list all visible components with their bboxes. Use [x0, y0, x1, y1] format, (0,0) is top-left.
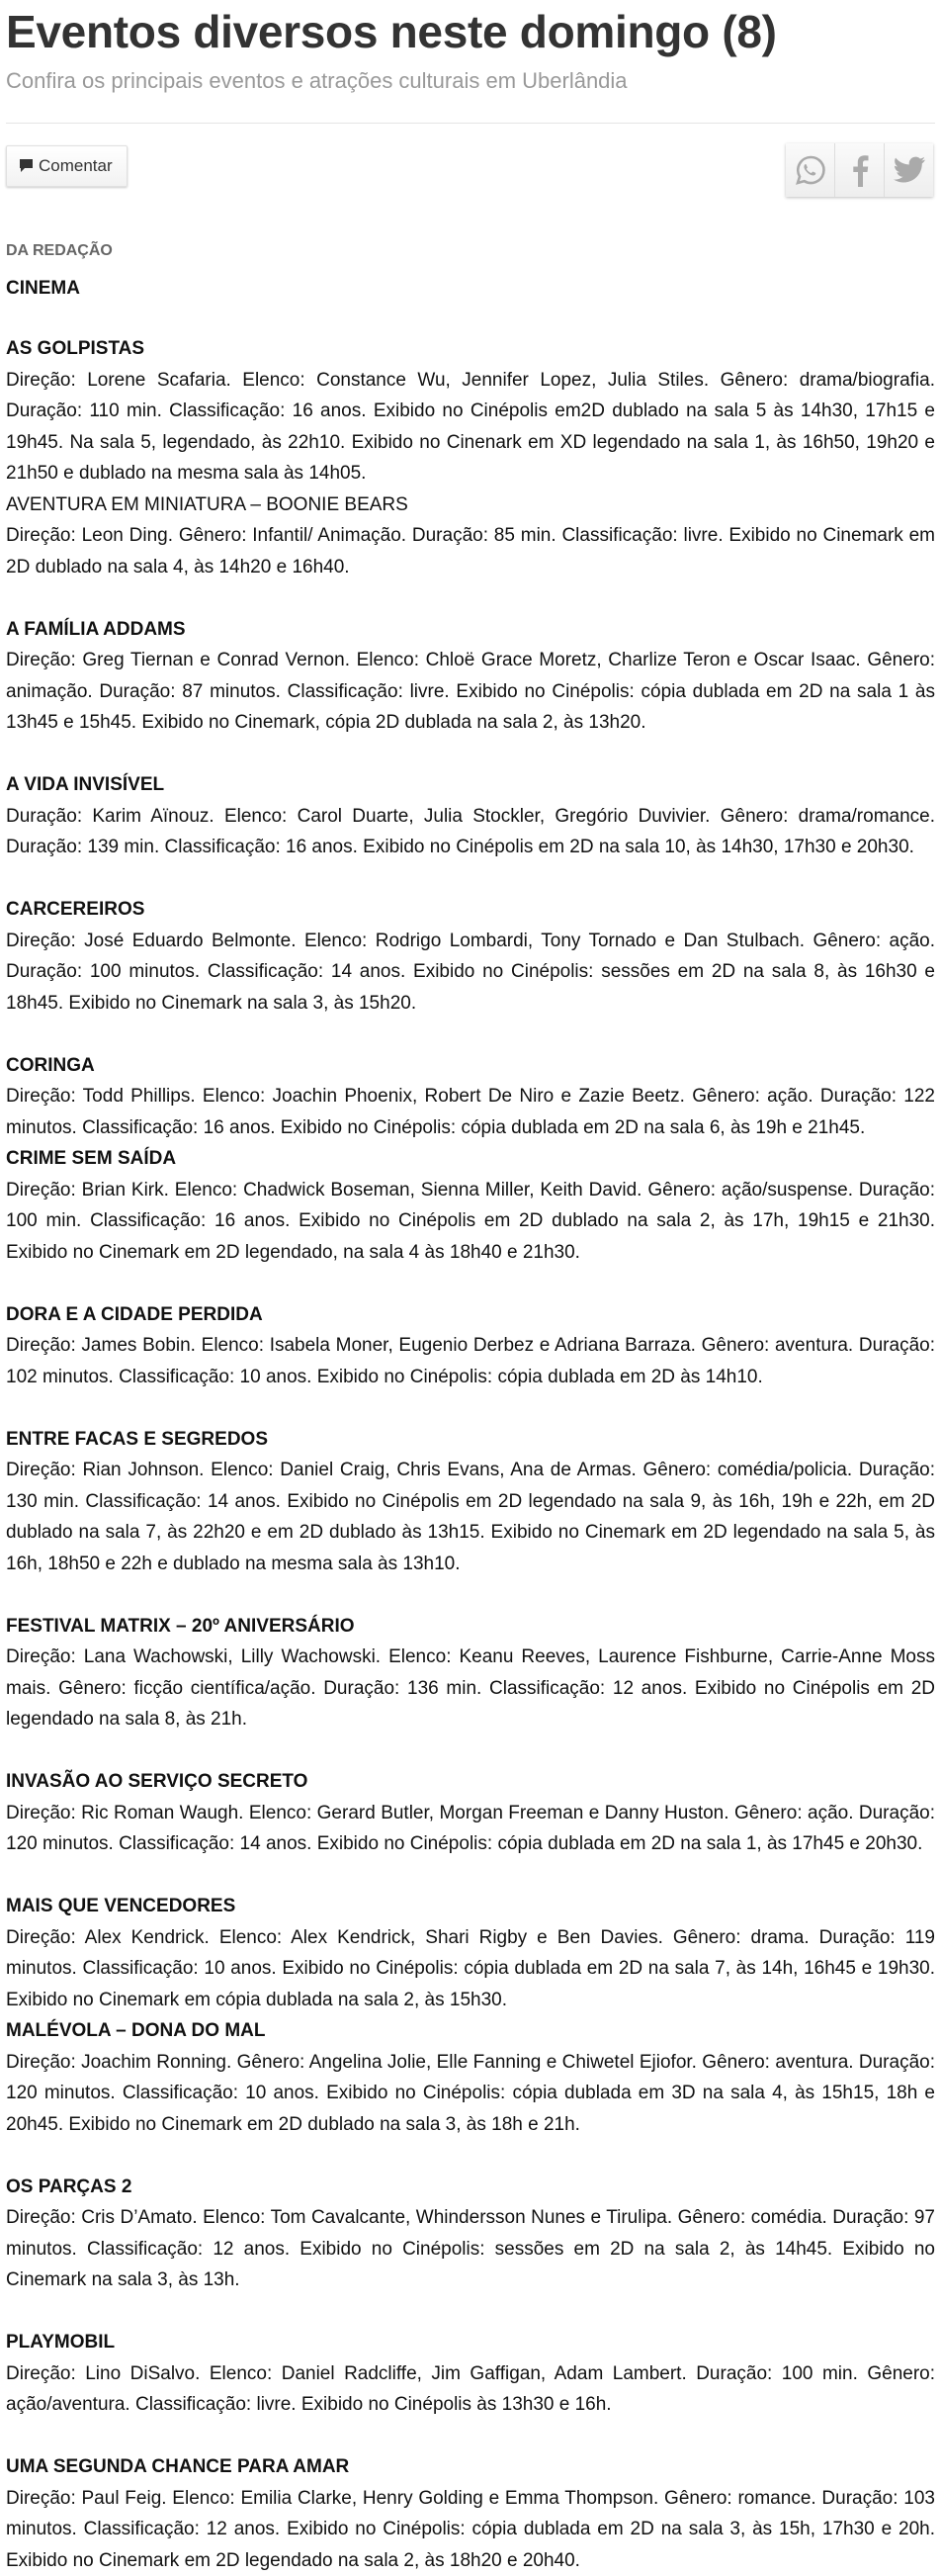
event-entry	[6, 2327, 935, 2421]
event-details: Direção: Lino DiSalvo. Elenco: Daniel Radcliffe, Jim Gaffigan, Adam Lambert. Duração: 100 min. Gênero: ação/aventura. Classificação: livre. Exibido no Cinépolis às 13h30 e 16h.	[6, 2358, 935, 2421]
event-entry	[6, 489, 935, 583]
page-subtitle: Confira os principais eventos e atrações culturais em Uberlândia	[6, 67, 935, 95]
byline: DA REDAÇÃO	[6, 240, 935, 262]
event-details: Direção: Ric Roman Waugh. Elenco: Gerard Butler, Morgan Freeman e Danny Huston. Gênero: ação. Duração: 120 minutos. Classificação: 14 anos. Exibido no Cinépolis: cópia dublada em 2D na sala 1, às 17h45 e 20h30.	[6, 1798, 935, 1860]
event-entry	[6, 2172, 935, 2296]
share-buttons	[786, 143, 933, 197]
event-title: UMA SEGUNDA CHANCE PARA AMAR	[6, 2451, 935, 2483]
page-title: Eventos diversos neste domingo (8)	[6, 0, 935, 59]
event-title: A FAMÍLIA ADDAMS	[6, 614, 935, 646]
event-details: Direção: Lana Wachowski, Lilly Wachowski. Elenco: Keanu Reeves, Laurence Fishburne, Carrie-Anne Moss mais. Gênero: ficção científica/ação. Duração: 136 min. Classificação: 12 anos. Exibido no Cinépolis em 2D legendado na sala 8, às 21h.	[6, 1642, 935, 1735]
event-title: OS PARÇAS 2	[6, 2172, 935, 2203]
event-entry	[6, 1766, 935, 1860]
comment-button-label: Comentar	[39, 156, 113, 176]
event-title: CARCEREIROS	[6, 894, 935, 926]
speech-bubble-icon	[19, 159, 34, 173]
event-details: Direção: Cris D’Amato. Elenco: Tom Cavalcante, Whindersson Nunes e Tirulipa. Gênero: comédia. Duração: 97 minutos. Classificação: 12 anos. Exibido no Cinépolis: sessões em 2D na sala 2, às 14h45. Exibido no Cinemark na sala 3, às 13h.	[6, 2202, 935, 2296]
event-entry	[6, 1050, 935, 1144]
event-entry	[6, 894, 935, 1019]
event-title: A VIDA INVISÍVEL	[6, 769, 935, 801]
section-heading: CINEMA	[6, 276, 935, 302]
event-list	[6, 333, 935, 2576]
event-entry	[6, 614, 935, 739]
share-whatsapp-button[interactable]	[786, 143, 835, 197]
event-details: Direção: Alex Kendrick. Elenco: Alex Kendrick, Shari Rigby e Ben Davies. Gênero: drama. Duração: 119 minutos. Classificação: 10 anos. Exibido no Cinépolis: cópia dublada em 2D na sala 7, às 14h, 16h45 e 19h30. Exibido no Cinemark em cópia dublada na sala 2, às 15h30.	[6, 1922, 935, 2016]
event-entry	[6, 333, 935, 489]
share-twitter-button[interactable]	[885, 143, 933, 197]
event-entry	[6, 1299, 935, 1393]
event-title: DORA E A CIDADE PERDIDA	[6, 1299, 935, 1331]
event-details: Direção: Joachim Ronning. Gênero: Angelina Jolie, Elle Fanning e Chiwetel Ejiofor. Gênero: aventura. Duração: 120 minutos. Classificação: 10 anos. Exibido no Cinépolis: cópia dublada em 3D na sala 4, às 15h15, 18h e 20h45. Exibido no Cinemark em 2D dublado na sala 3, às 18h e 21h.	[6, 2047, 935, 2141]
event-details: Direção: José Eduardo Belmonte. Elenco: Rodrigo Lombardi, Tony Tornado e Dan Stulbach. Gênero: ação. Duração: 100 minutos. Classificação: 14 anos. Exibido no Cinépolis: sessões em 2D na sala 8, às 16h30 e 18h45. Exibido no Cinemark na sala 3, às 15h20.	[6, 926, 935, 1020]
event-entry	[6, 1891, 935, 2015]
event-entry	[6, 769, 935, 863]
event-entry	[6, 2451, 935, 2576]
event-details: Duração: Karim Aïnouz. Elenco: Carol Duarte, Julia Stockler, Gregório Duvivier. Gênero: drama/romance. Duração: 139 min. Classificação: 16 anos. Exibido no Cinépolis em 2D na sala 10, às 14h30, 17h30 e 20h30.	[6, 801, 935, 863]
event-details: Direção: Todd Phillips. Elenco: Joachin Phoenix, Robert De Niro e Zazie Beetz. Gênero: ação. Duração: 122 minutos. Classificação: 16 anos. Exibido no Cinépolis: cópia dublada em 2D na sala 6, às 19h e 21h45.	[6, 1081, 935, 1143]
event-details: Direção: Rian Johnson. Elenco: Daniel Craig, Chris Evans, Ana de Armas. Gênero: comédia/policia. Duração: 130 min. Classificação: 14 anos. Exibido no Cinépolis em 2D legendado na sala 9, às 16h, 19h e 22h, em 2D dublado na sala 7, às 22h20 e em 2D dublado às 13h15. Exibido no Cinemark em 2D legendado na sala 5, às 16h, 18h50 e 22h e dublado na mesma sala às 13h10.	[6, 1455, 935, 1579]
event-title: AVENTURA EM MINIATURA – BOONIE BEARS	[6, 489, 935, 521]
share-facebook-button[interactable]	[835, 143, 885, 197]
event-entry	[6, 1143, 935, 1268]
event-entry	[6, 1611, 935, 1735]
event-title: MALÉVOLA – DONA DO MAL	[6, 2015, 935, 2047]
event-details: Direção: Leon Ding. Gênero: Infantil/ Animação. Duração: 85 min. Classificação: livre. Exibido no Cinemark em 2D dublado na sala 4, às 14h20 e 16h40.	[6, 520, 935, 582]
event-title: AS GOLPISTAS	[6, 333, 935, 365]
whatsapp-icon	[794, 153, 827, 187]
event-details: Direção: Brian Kirk. Elenco: Chadwick Boseman, Sienna Miller, Keith David. Gênero: ação/suspense. Duração: 100 min. Classificação: 16 anos. Exibido no Cinépolis em 2D dublado na sala 2, às 17h, 19h15 e 21h30. Exibido no Cinemark em 2D legendado, na sala 4 às 18h40 e 21h30.	[6, 1175, 935, 1269]
event-details: Direção: Paul Feig. Elenco: Emilia Clarke, Henry Golding e Emma Thompson. Gênero: romance. Duração: 103 minutos. Classificação: 12 anos. Exibido no Cinépolis: cópia dublada em 2D na sala 3, às 15h, 17h30 e 20h. Exibido no Cinemark em 2D legendado na sala 2, às 18h20 e 20h40.	[6, 2483, 935, 2576]
event-title: INVASÃO AO SERVIÇO SECRETO	[6, 1766, 935, 1798]
event-title: ENTRE FACAS E SEGREDOS	[6, 1424, 935, 1456]
twitter-icon	[893, 155, 926, 185]
article-toolbar	[6, 124, 935, 232]
event-details: Direção: Lorene Scafaria. Elenco: Constance Wu, Jennifer Lopez, Julia Stiles. Gênero: drama/biografia. Duração: 110 min. Classificação: 16 anos. Exibido no Cinépolis em2D dublado na sala 5 às 14h30, 17h15 e 19h45. Na sala 5, legendado, às 22h10. Exibido no Cinenark em XD legendado na sala 1, às 16h50, 19h20 e 21h50 e dublado na mesma sala às 14h05.	[6, 365, 935, 489]
event-details: Direção: Greg Tiernan e Conrad Vernon. Elenco: Chloë Grace Moretz, Charlize Teron e Oscar Isaac. Gênero: animação. Duração: 87 minutos. Classificação: livre. Exibido no Cinépolis: cópia dublada em 2D na sala 1 às 13h45 e 15h45. Exibido no Cinemark, cópia 2D dublada na sala 2, às 13h20.	[6, 645, 935, 739]
event-title: MAIS QUE VENCEDORES	[6, 1891, 935, 1922]
comment-button[interactable]	[6, 145, 128, 187]
event-entry	[6, 2015, 935, 2140]
event-title: PLAYMOBIL	[6, 2327, 935, 2358]
event-title: CRIME SEM SAÍDA	[6, 1143, 935, 1175]
facebook-icon	[850, 153, 870, 187]
event-details: Direção: James Bobin. Elenco: Isabela Moner, Eugenio Derbez e Adriana Barraza. Gênero: aventura. Duração: 102 minutos. Classificação: 10 anos. Exibido no Cinépolis: cópia dublada em 2D às 14h10.	[6, 1330, 935, 1392]
event-title: FESTIVAL MATRIX – 20º ANIVERSÁRIO	[6, 1611, 935, 1643]
event-title: CORINGA	[6, 1050, 935, 1082]
event-entry	[6, 1424, 935, 1580]
